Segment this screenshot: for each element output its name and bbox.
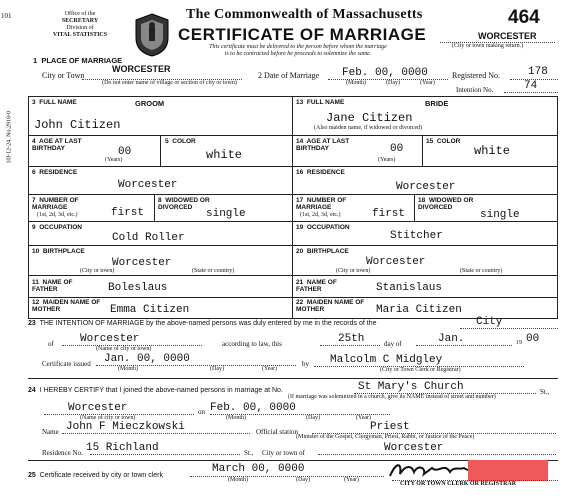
by-caption: (City or Town Clerk or Registrar)	[380, 367, 461, 373]
officiant-city-label: City or town of	[262, 449, 305, 457]
groom-birthplace-label	[32, 248, 85, 255]
year-prefix: 19	[516, 340, 522, 346]
bride-widowed: single	[480, 209, 520, 221]
office-line: Office of the	[64, 11, 96, 17]
label-text: NAME OF FATHER	[32, 279, 73, 293]
office-line: SECRETARY	[61, 18, 99, 24]
date-caption-year: (Year)	[420, 80, 436, 86]
town-top: WORCESTER	[478, 31, 537, 41]
intention-text: THE INTENTION OF MARRIAGE by the above-named persons was duly entered by me in the records of the	[39, 320, 377, 327]
groom-birthplace: Worcester	[112, 257, 172, 269]
field-number: 19	[296, 224, 304, 231]
field-number: 18	[418, 197, 426, 204]
groom-mother-label	[32, 299, 102, 313]
bride-father-label	[296, 279, 356, 293]
groom-marriage: first	[111, 207, 145, 219]
day-value: 25th	[338, 333, 365, 345]
label-text: NUMBER OF MARRIAGE	[296, 197, 347, 211]
day-label: day of	[384, 340, 402, 348]
bride-birthplace-label	[296, 248, 349, 255]
town-top-caption: (City or town making return.)	[452, 43, 524, 49]
official-station: Priest	[370, 421, 410, 433]
officiant-city: Worcester	[384, 442, 444, 454]
label-text: COLOR	[172, 138, 196, 145]
label-text: FULL NAME	[306, 99, 345, 106]
officiant-name-label: Name	[42, 428, 59, 436]
label-text: OCCUPATION	[306, 224, 350, 231]
groom-residence: Worcester	[118, 179, 178, 191]
label-text: AGE AT LAST BIRTHDAY	[32, 138, 82, 152]
bride-age-caption: (Years)	[378, 157, 396, 163]
field-number: 3	[32, 99, 36, 106]
according-label: according to law, this	[222, 340, 282, 348]
bride-mother-label	[296, 299, 366, 313]
label-text: COLOR	[436, 138, 461, 145]
groom-residence-label	[32, 169, 77, 176]
solemnized-text: I HEREBY CERTIFY that I joined the above-named persons in marriage at No.	[39, 387, 283, 394]
field-number: 20	[296, 248, 304, 255]
field-number: 15	[426, 138, 434, 145]
intention-value: 74	[524, 80, 538, 92]
bride-residence: Worcester	[396, 181, 456, 193]
received-date: March 00, 0000	[212, 463, 305, 475]
label-text: AGE AT LAST BIRTHDAY	[296, 138, 350, 152]
registered-value: 178	[528, 66, 548, 78]
ceremony-date-caption-month: (Month)	[226, 415, 246, 421]
city-value: WORCESTER	[112, 64, 171, 74]
ceremony-place-caption: (If marriage was solemnized in a church, give its NAME instead of street and number)	[288, 394, 496, 400]
ceremony-city-caption: (Name of city or town)	[80, 415, 136, 421]
ceremony-place: St Mary's Church	[358, 381, 464, 393]
bride-name: Jane Citizen	[326, 111, 413, 125]
officiant-residence-st: St.,	[244, 449, 254, 457]
groom-color-label	[165, 138, 196, 145]
records-of-value: City	[476, 316, 503, 328]
date-caption-month: (Month)	[346, 80, 366, 86]
issued-caption-month: (Month)	[118, 366, 138, 372]
subtitle-line: is to be contracted before he proceeds to solemnize the same.	[224, 51, 372, 57]
groom-birthplace-caption-city: (City or town)	[80, 268, 115, 274]
label-text: NAME OF FATHER	[296, 279, 337, 293]
city-caption: (Do not enter name of village or section of city or town)	[102, 80, 237, 86]
registered-label: Registered No.	[452, 71, 500, 80]
label-text: BIRTHPLACE	[306, 248, 349, 255]
redaction-block	[468, 460, 548, 481]
officiant-name: John F Mieczkowski	[66, 421, 185, 433]
intention-label: Intention No.	[456, 86, 494, 94]
bride-age-label	[296, 138, 376, 152]
issued-caption-year: (Year)	[262, 366, 278, 372]
groom-widowed: single	[206, 208, 246, 220]
bride-occupation: Stitcher	[390, 230, 443, 242]
field-number: 23	[28, 320, 36, 327]
groom-color: white	[206, 148, 243, 162]
subtitle-line: This certificate must be delivered to the person before whom the marriage	[209, 44, 387, 50]
bride-name-label	[296, 99, 344, 106]
bride-marriage-label	[296, 197, 362, 211]
of-label: of	[48, 340, 54, 348]
side-strip: 10l-12-24. No.2918-0	[6, 111, 13, 164]
bride-birthplace-caption-city: (City or town)	[336, 268, 371, 274]
field-number: 7	[32, 197, 36, 204]
field-number: 16	[296, 169, 304, 176]
bride-birthplace-caption-state: (State or country)	[460, 268, 503, 274]
field-number: 11	[32, 279, 39, 286]
state-seal-icon	[132, 12, 172, 58]
official-station-label: Official station	[256, 428, 299, 436]
groom-age-caption: (Years)	[105, 157, 123, 163]
field-number: 8	[158, 197, 162, 204]
ceremony-date-caption-year: (Year)	[356, 415, 372, 421]
field-number: 13	[296, 99, 304, 106]
received-caption-day: (Day)	[296, 477, 310, 483]
office-line: VITAL STATISTICS	[52, 32, 108, 38]
groom-father-label	[32, 279, 92, 293]
date-label: 2 Date of Marriage	[258, 71, 320, 80]
groom-occupation: Cold Roller	[112, 232, 185, 244]
label-text: OCCUPATION	[39, 224, 82, 231]
groom-father: Boleslaus	[108, 282, 168, 294]
groom-age: 00	[118, 146, 132, 158]
city-label: City or Town	[42, 71, 85, 80]
groom-mother: Emma Citizen	[110, 304, 190, 316]
field-number: 25	[28, 472, 36, 479]
bride-residence-label	[296, 169, 345, 176]
received-statement	[28, 472, 163, 479]
groom-name-label	[32, 99, 77, 106]
certificate-subtitle	[178, 44, 418, 58]
bride-color-label	[426, 138, 460, 145]
officiant-residence: 15 Richland	[86, 442, 159, 454]
field-number: 1	[33, 56, 38, 65]
of-value: Worcester	[80, 333, 140, 345]
bride-name-caption: (Also maiden name, if widowed or divorced)	[314, 125, 423, 131]
issued-label: Certificate issued	[42, 360, 91, 368]
field-number: 22	[296, 299, 304, 306]
ceremony-on-label: on	[198, 408, 205, 416]
date-caption-day: (Day)	[386, 80, 400, 86]
certificate-title: CERTIFICATE OF MARRIAGE	[178, 25, 427, 44]
bride-birthplace: Worcester	[366, 256, 426, 268]
ceremony-date: Feb. 00, 0000	[210, 402, 296, 414]
bride-heading: BRIDE	[425, 99, 449, 108]
solemnized-statement	[28, 387, 283, 394]
label-text: WIDOWED OR DIVORCED	[158, 197, 210, 211]
received-label: Certificate received by city or town clerk	[39, 472, 164, 479]
label-text: NUMBER OF MARRIAGE	[32, 197, 79, 211]
groom-marriage-caption: (1st, 2d, 3d, etc.)	[37, 212, 78, 218]
bride-mother: Maria Citizen	[376, 304, 462, 316]
month-value: Jan.	[438, 333, 465, 345]
field-number: 21	[296, 279, 304, 286]
bride-marriage: first	[372, 208, 406, 220]
issued-value: Jan. 00, 0000	[104, 353, 190, 365]
commonwealth-heading: The Commonwealth of Massachusetts	[186, 7, 423, 22]
field-number: 24	[28, 387, 36, 394]
groom-marriage-label	[32, 197, 98, 211]
field-number: 5	[165, 138, 169, 145]
groom-heading: GROOM	[135, 99, 165, 108]
bride-color: white	[474, 144, 511, 158]
field-number: 14	[296, 138, 304, 145]
clerk-caption: CITY OR TOWN CLERK OR REGISTRAR	[400, 481, 517, 487]
field-number: 12	[32, 299, 40, 306]
field-number: 6	[32, 169, 36, 176]
bride-occupation-label	[296, 224, 350, 231]
place-label-text: PLACE OF MARRIAGE	[41, 56, 123, 65]
received-caption-year: (Year)	[344, 477, 360, 483]
by-value: Malcolm C Midgley	[330, 354, 443, 366]
office-line: Division of	[66, 25, 94, 31]
groom-name: John Citizen	[34, 118, 121, 132]
label-text: RESIDENCE	[306, 169, 345, 176]
page-mark: 101	[1, 12, 12, 20]
issued-caption-day: (Day)	[210, 366, 224, 372]
field-number: 10	[32, 248, 40, 255]
date-value: Feb. 00, 0000	[342, 67, 428, 79]
place-label	[33, 56, 122, 65]
field-number: 17	[296, 197, 304, 204]
label-text: WIDOWED OR DIVORCED	[418, 197, 474, 211]
label-text: RESIDENCE	[39, 169, 78, 176]
groom-birthplace-caption-state: (State or country)	[192, 268, 235, 274]
label-text: MAIDEN NAME OF MOTHER	[32, 299, 101, 313]
by-label: by	[302, 360, 309, 368]
groom-occupation-label	[32, 224, 82, 231]
year-value: 00	[526, 333, 540, 345]
label-text: FULL NAME	[39, 99, 77, 106]
bride-father: Stanislaus	[376, 282, 443, 294]
of-caption: (Name of city or town)	[96, 346, 152, 352]
official-station-caption: (Minister of the Gospel, Clergyman, Priest, Rabbi, or Justice of the Peace)	[296, 434, 475, 440]
bride-marriage-caption: (1st, 2d, 3d, etc.)	[300, 212, 341, 218]
label-text: MAIDEN NAME OF MOTHER	[296, 299, 365, 313]
bride-age: 00	[390, 143, 404, 155]
officiant-residence-label: Residence No.	[42, 449, 83, 457]
label-text: BIRTHPLACE	[42, 248, 85, 255]
field-number: 4	[32, 138, 36, 145]
ceremony-date-caption-day: (Day)	[306, 415, 320, 421]
ceremony-st: St.,	[540, 388, 550, 396]
office-block	[50, 11, 110, 39]
ceremony-city: Worcester	[68, 402, 128, 414]
field-number: 9	[32, 224, 36, 231]
received-caption-month: (Month)	[228, 477, 248, 483]
groom-age-label	[32, 138, 112, 152]
certificate-number: 464	[508, 7, 540, 28]
